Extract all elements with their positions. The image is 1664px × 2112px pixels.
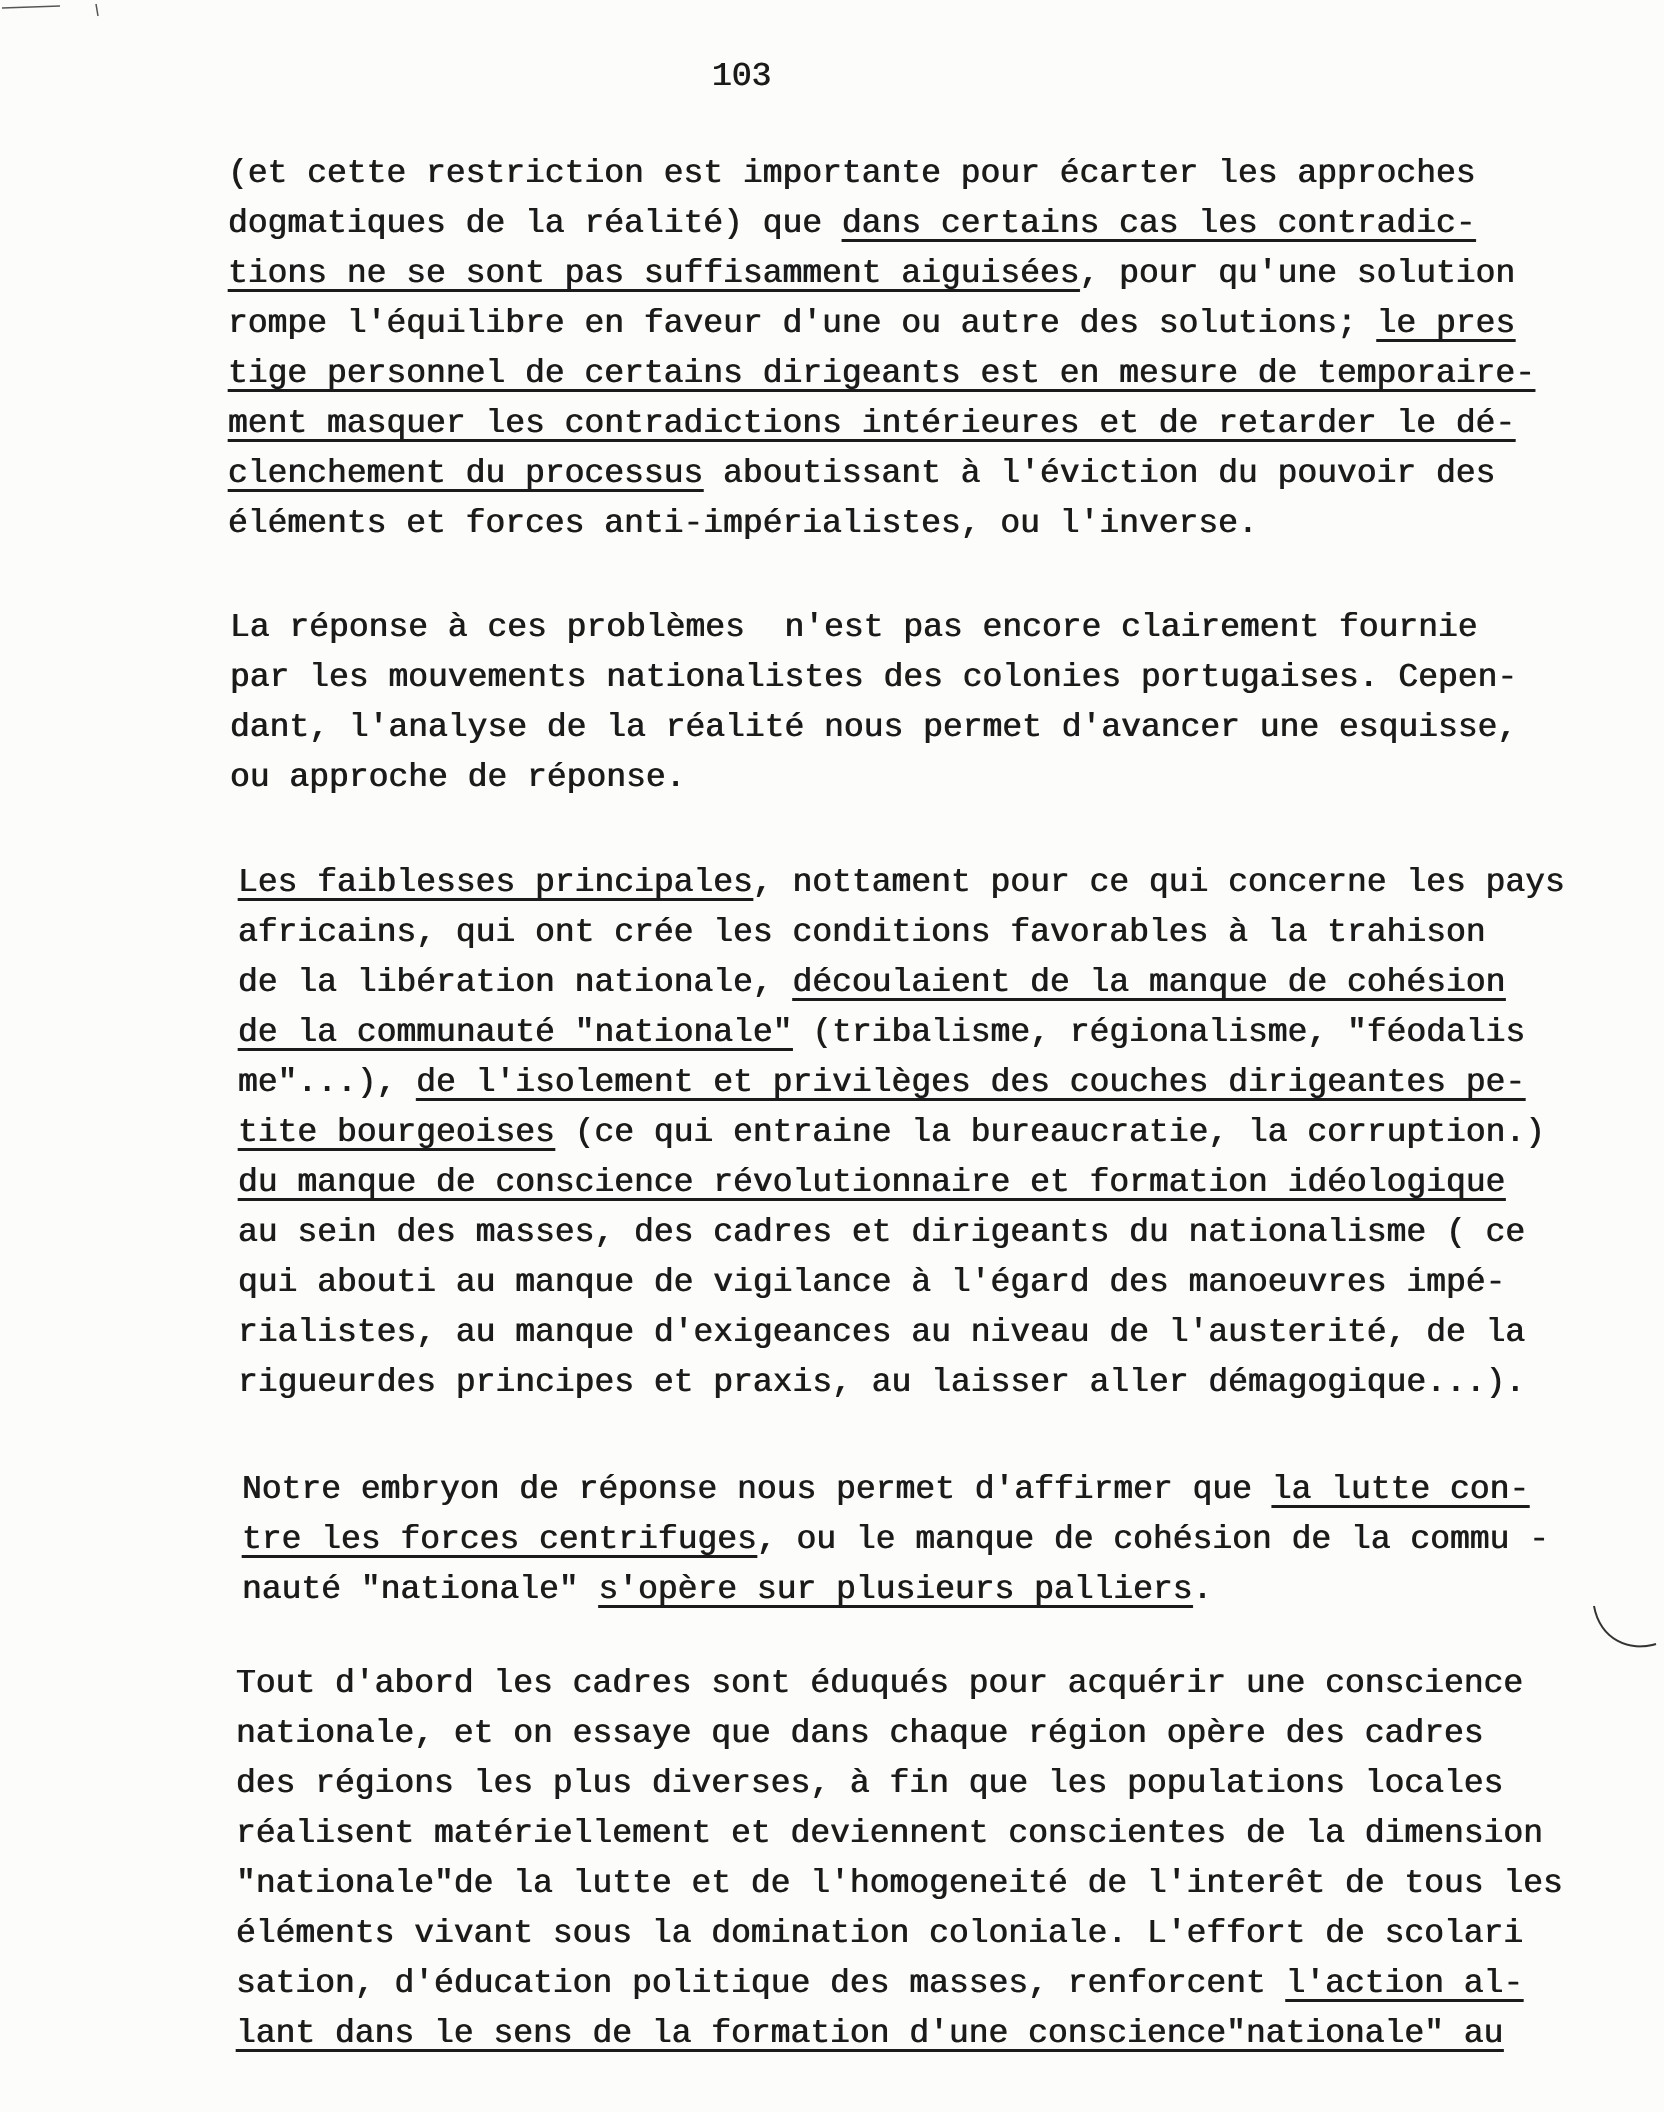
paragraph-5 [236,1659,1616,2059]
text-line: éléments et forces anti-impérialistes, ou l'inverse. [228,505,1258,542]
text-line: éléments vivant sous la domination coloniale. L'effort de scolari [236,1915,1524,1952]
underlined-segment: du manque de conscience révolutionnaire et formation idéologique [238,1164,1506,1201]
text-line: nationale, et on essaye que dans chaque région opère des cadres [236,1715,1484,1752]
text-line [236,1959,1616,2009]
underlined-segment: s'opère sur plusieurs palliers [598,1571,1193,1608]
paragraph-4 [242,1465,1622,1615]
text-line [228,249,1608,299]
text-line: africains, qui ont crée les conditions favorables à la trahison [238,914,1486,951]
text-segment: Notre embryon de réponse nous permet d'affirmer que [242,1471,1272,1508]
text-segment: dogmatiques de la réalité) que [228,205,842,242]
text-line: "nationale"de la lutte et de l'homogeneité de l'interêt de tous les [236,1865,1563,1902]
text-segment: rompe l'équilibre en faveur d'une ou autre des solutions; [228,305,1377,342]
text-segment: , ou le manque de cohésion de la commu - [756,1521,1550,1558]
text-segment: nauté "nationale" [242,1571,599,1608]
text-line [238,1008,1618,1058]
text-line [242,1515,1622,1565]
page-number: 103 [712,58,772,95]
text-line: Tout d'abord les cadres sont éduqués pour acquérir une conscience [236,1665,1524,1702]
text-line [238,1158,1618,1208]
text-segment: me"...), [238,1064,417,1101]
text-segment: , nottament pour ce qui concerne les pays [752,864,1565,901]
text-line [236,2009,1616,2059]
text-line: (et cette restriction est importante pour écarter les approches [228,155,1476,192]
text-line: réalisent matériellement et deviennent conscientes de la dimension [236,1815,1544,1852]
text-line: au sein des masses, des cadres et dirigeants du nationalisme ( ce [238,1214,1526,1251]
text-line: dant, l'analyse de la réalité nous permet d'avancer une esquisse, [230,709,1518,746]
text-line [242,1465,1622,1515]
text-line [228,449,1608,499]
underlined-segment: tions ne se sont pas suffisamment aiguisées [228,255,1080,292]
text-line: ou approche de réponse. [230,759,686,796]
text-line: rigueurdes principes et praxis, au laisser aller démagogique...). [238,1364,1526,1401]
underlined-segment: de l'isolement et privilèges des couches dirigeantes pe- [416,1064,1526,1101]
underlined-segment: le pres [1376,305,1516,342]
text-segment: (ce qui entraine la bureaucratie, la corruption.) [554,1114,1546,1151]
text-line [238,858,1618,908]
underlined-segment: lant dans le sens de la formation d'une conscience"nationale" au [236,2015,1504,2052]
text-segment: , pour qu'une solution [1079,255,1516,292]
paragraph-1 [228,149,1608,549]
margin-pen-mark [1590,1600,1660,1660]
text-line: des régions les plus diverses, à fin que les populations locales [236,1765,1504,1802]
underlined-segment: ment masquer les contradictions intérieures et de retarder le dé- [228,405,1516,442]
text-segment: . [1192,1571,1213,1608]
underlined-segment: Les faiblesses principales [238,864,753,901]
text-segment: aboutissant à l'éviction du pouvoir des [703,455,1496,492]
underlined-segment: tre les forces centrifuges [242,1521,757,1558]
underlined-segment: la lutte con- [1271,1471,1530,1508]
text-line [228,349,1608,399]
underlined-segment: l'action al- [1285,1965,1524,2002]
underlined-segment: dans certains cas les contradic- [841,205,1476,242]
underlined-segment: de la communauté "nationale" [238,1014,793,1051]
text-line [238,1108,1618,1158]
text-line [242,1565,1622,1615]
underlined-segment: tige personnel de certains dirigeants est en mesure de temporaire- [228,355,1536,392]
text-line: rialistes, au manque d'exigeances au niveau de l'austerité, de la [238,1314,1526,1351]
text-line: La réponse à ces problèmes n'est pas encore clairement fournie [230,609,1478,646]
text-line [228,299,1608,349]
text-line: qui abouti au manque de vigilance à l'égard des manoeuvres impé- [238,1264,1506,1301]
paragraph-2 [230,603,1610,803]
text-line: par les mouvements nationalistes des colonies portugaises. Cepen- [230,659,1518,696]
text-segment: (tribalisme, régionalisme, "féodalis [792,1014,1526,1051]
underlined-segment: découlaient de la manque de cohésion [792,964,1506,1001]
text-segment: sation, d'éducation politique des masses, renforcent [236,1965,1286,2002]
text-segment: de la libération nationale, [238,964,793,1001]
text-line [238,1058,1618,1108]
scan-artifact-mark [0,0,120,24]
underlined-segment: tite bourgeoises [238,1114,555,1151]
text-line [228,399,1608,449]
text-line [238,958,1618,1008]
text-line [228,199,1608,249]
paragraph-3 [238,858,1618,1408]
underlined-segment: clenchement du processus [228,455,704,492]
